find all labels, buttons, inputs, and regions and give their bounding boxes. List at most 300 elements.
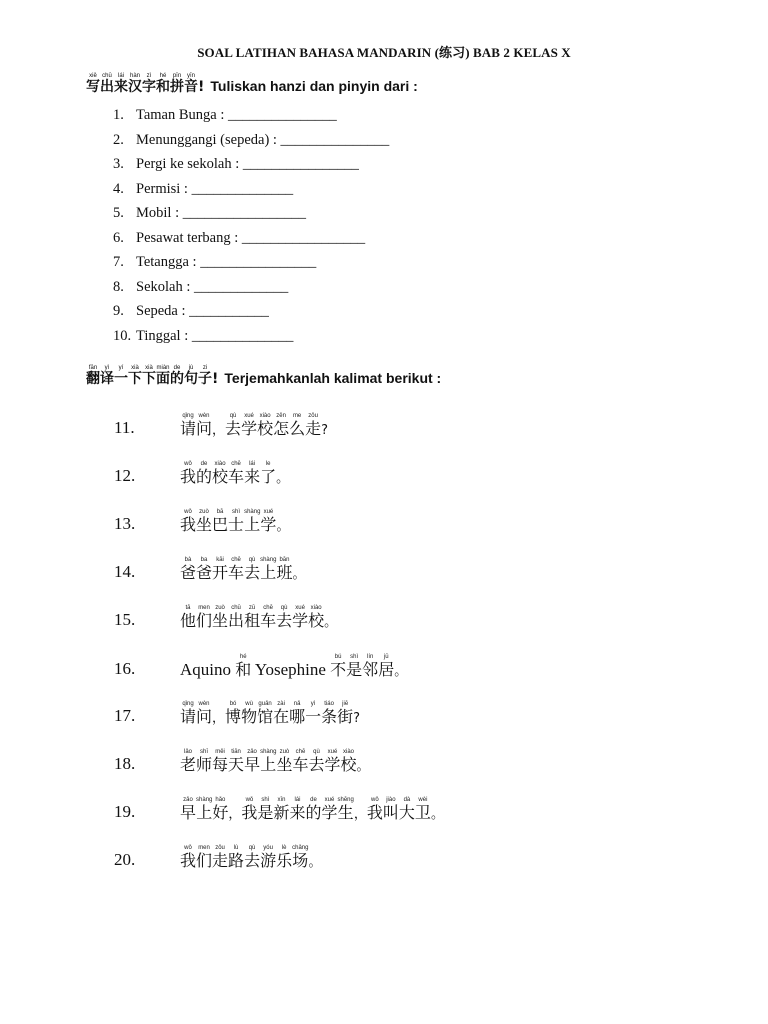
ruby-char <box>212 748 228 773</box>
ruby-char <box>228 508 244 533</box>
pinyin: de <box>200 461 208 467</box>
chinese-sentence <box>180 412 328 437</box>
hanzi: 班 <box>276 563 293 582</box>
item-number: 9. <box>113 303 124 319</box>
pinyin: wǒ <box>184 845 192 851</box>
hanzi: 士 <box>228 515 245 534</box>
vocab-prompt: Pesawat terbang : _________________ <box>136 229 366 246</box>
hanzi: 上 <box>244 515 261 534</box>
item-number: 12. <box>114 466 136 485</box>
hanzi: 上 <box>260 563 277 582</box>
hanzi: 爸 <box>196 563 213 582</box>
item-number: 14. <box>114 562 136 581</box>
hanzi: 乐 <box>276 851 293 870</box>
pinyin: qù <box>280 605 288 611</box>
ruby-char <box>353 703 360 725</box>
hanzi: 。 <box>276 519 290 534</box>
hanzi: 出 <box>228 611 245 630</box>
ruby-char <box>251 652 330 678</box>
hanzi: 新 <box>273 803 290 822</box>
hanzi: 邻 <box>362 660 379 679</box>
ruby-char <box>180 748 196 773</box>
hanzi: 物 <box>241 707 258 726</box>
ruby-char <box>321 796 337 821</box>
ruby-char <box>196 412 212 437</box>
hanzi: 。 <box>430 807 444 822</box>
ruby-char <box>273 412 289 437</box>
hanzi: 问 <box>196 419 213 438</box>
ruby-char <box>378 653 394 678</box>
hanzi: 上 <box>260 755 277 774</box>
ruby-char <box>180 796 196 821</box>
hanzi: 车 <box>228 563 245 582</box>
ruby-char <box>244 844 260 869</box>
section-1-chinese-instruction <box>86 72 204 94</box>
pinyin: kāi <box>216 557 224 563</box>
pinyin: yí <box>118 365 124 371</box>
pinyin: shì <box>232 509 241 515</box>
hanzi: 条 <box>321 707 338 726</box>
hanzi: 音 <box>184 79 198 95</box>
ruby-char <box>180 700 196 725</box>
pinyin: zǎo <box>183 797 193 803</box>
vocab-item <box>113 275 389 300</box>
pinyin: zi <box>202 365 208 371</box>
pinyin: xià <box>145 365 153 371</box>
section-2-instruction: Terjemahkanlah kalimat berikut : <box>224 370 442 386</box>
vocab-prompt: Taman Bunga : _______________ <box>136 107 337 123</box>
ruby-char <box>354 799 367 821</box>
ruby-char <box>308 604 324 629</box>
pinyin: wǒ <box>184 509 192 515</box>
chinese-sentence <box>180 460 289 485</box>
pinyin: lái <box>117 73 124 79</box>
ruby-char <box>324 607 337 629</box>
pinyin: tiān <box>231 749 241 755</box>
ruby-char <box>156 72 170 94</box>
ruby-char <box>292 604 308 629</box>
ruby-char <box>196 508 212 533</box>
pinyin: xué <box>324 797 335 803</box>
ruby-char <box>212 556 228 581</box>
hanzi: 一 <box>114 371 128 387</box>
hanzi: 。 <box>292 567 306 582</box>
ruby-char <box>156 364 170 386</box>
pinyin: bā <box>216 509 224 515</box>
hanzi: 一 <box>305 707 322 726</box>
hanzi: 句 <box>184 371 198 387</box>
item-number: 20. <box>114 850 136 869</box>
pinyin: wèn <box>198 701 210 707</box>
pinyin: qù <box>248 845 256 851</box>
ruby-char <box>260 460 276 485</box>
hanzi: 去 <box>276 611 293 630</box>
hanzi: 。 <box>324 615 338 630</box>
ruby-char <box>212 703 225 725</box>
pinyin: chū <box>102 73 112 79</box>
pinyin: wǒ <box>371 797 379 803</box>
chinese-sentence <box>180 604 337 629</box>
hanzi: 请 <box>180 419 197 438</box>
hanzi: ? <box>321 423 329 438</box>
ruby-char <box>225 700 241 725</box>
pinyin: pīn <box>172 73 182 79</box>
pinyin: bú <box>334 654 342 660</box>
hanzi: 学 <box>321 803 338 822</box>
ruby-char <box>196 556 212 581</box>
ruby-char <box>273 700 289 725</box>
hanzi: 的 <box>196 467 213 486</box>
pinyin: zuò <box>279 749 290 755</box>
pinyin: jiào <box>386 797 396 803</box>
pinyin: xiào <box>310 605 322 611</box>
ruby-char <box>362 653 378 678</box>
ruby-char <box>180 652 235 678</box>
ruby-char <box>180 508 196 533</box>
hanzi: 上 <box>196 803 213 822</box>
ruby-char <box>180 412 196 437</box>
ruby-char <box>142 72 156 94</box>
sentence-item <box>114 652 407 678</box>
hanzi: 天 <box>228 755 245 774</box>
ruby-char <box>196 604 212 629</box>
pinyin: xiào <box>214 461 226 467</box>
ruby-char <box>276 556 292 581</box>
item-number: 16. <box>114 659 136 678</box>
hanzi: 我 <box>366 803 383 822</box>
page-title: SOAL LATIHAN BAHASA MANDARIN (练习) BAB 2 KELAS X <box>197 45 571 60</box>
sentence-item <box>114 700 360 725</box>
vocab-item <box>113 250 389 275</box>
ruby-char <box>184 364 198 386</box>
ruby-char <box>305 796 321 821</box>
ruby-char <box>289 412 305 437</box>
section-1-instruction: Tuliskan hanzi dan pinyin dari : <box>210 78 418 94</box>
ruby-char <box>330 653 346 678</box>
ruby-char <box>228 460 244 485</box>
ruby-char <box>292 844 308 869</box>
pinyin: hǎo <box>215 797 226 803</box>
hanzi: 。 <box>356 759 370 774</box>
ruby-char <box>321 700 337 725</box>
ruby-char <box>289 700 305 725</box>
hanzi: 坐 <box>276 755 293 774</box>
item-number: 6. <box>113 229 124 246</box>
hanzi: 拼 <box>170 79 184 95</box>
hanzi: 走 <box>212 851 229 870</box>
item-number: 17. <box>114 706 136 725</box>
ruby-char <box>196 748 212 773</box>
pinyin: le <box>265 461 271 467</box>
hanzi: 出 <box>100 79 114 95</box>
ruby-char <box>196 796 212 821</box>
ruby-char <box>260 508 276 533</box>
pinyin: jù <box>188 365 194 371</box>
sentence-item <box>114 604 337 629</box>
hanzi: 们 <box>196 611 213 630</box>
pinyin: lǎo <box>184 749 193 755</box>
pinyin: xué <box>327 749 338 755</box>
ruby-char <box>228 748 244 773</box>
hanzi: 开 <box>212 563 229 582</box>
hanzi: 和 <box>235 660 252 679</box>
hanzi: 叫 <box>382 803 399 822</box>
hanzi: 租 <box>244 611 261 630</box>
ruby-char <box>324 748 340 773</box>
pinyin: zài <box>277 701 285 707</box>
hanzi: 早 <box>244 755 261 774</box>
hanzi: 游 <box>260 851 277 870</box>
pinyin: lín <box>367 654 374 660</box>
hanzi: 学 <box>292 611 309 630</box>
pinyin: shì <box>261 797 270 803</box>
section-2-chinese-instruction <box>86 364 218 386</box>
pinyin: xīn <box>277 797 286 803</box>
hanzi: 和 <box>156 79 170 95</box>
hanzi: 面 <box>156 371 170 387</box>
hanzi: 。 <box>308 855 322 870</box>
hanzi: 我 <box>241 803 258 822</box>
pinyin: zuò <box>199 509 209 515</box>
hanzi: 子 <box>198 371 212 387</box>
hanzi: 。 <box>394 664 408 679</box>
hanzi: 来 <box>244 467 261 486</box>
ruby-char <box>170 364 184 386</box>
ruby-char <box>394 656 407 678</box>
pinyin: chū <box>231 605 241 611</box>
vocab-item <box>113 226 389 251</box>
pinyin: guǎn <box>258 701 272 707</box>
ruby-char <box>180 460 196 485</box>
ruby-char <box>257 700 273 725</box>
ruby-char <box>260 556 276 581</box>
ruby-char <box>257 796 273 821</box>
hanzi: 了 <box>260 467 277 486</box>
ruby-char <box>321 415 328 437</box>
ruby-char <box>235 653 251 678</box>
pinyin: chē <box>231 557 241 563</box>
pinyin: wǒ <box>184 461 192 467</box>
pinyin: lái <box>249 461 256 467</box>
pinyin: bó <box>229 701 237 707</box>
pinyin: de <box>173 365 181 371</box>
hanzi: ! <box>212 371 219 387</box>
vocab-item <box>113 128 389 153</box>
hanzi: 校 <box>340 755 357 774</box>
hanzi: 译 <box>100 371 114 387</box>
vocab-prompt: Mobil : _________________ <box>136 205 306 221</box>
sentence-item <box>114 508 289 533</box>
item-number: 11. <box>114 418 135 437</box>
pinyin: hé <box>239 654 247 660</box>
item-number: 7. <box>113 254 124 270</box>
pinyin: shī <box>200 749 209 755</box>
hanzi: 大 <box>398 803 415 822</box>
hanzi: ， <box>212 711 226 726</box>
ruby-char <box>228 604 244 629</box>
ruby-char <box>180 556 196 581</box>
ruby-char <box>244 508 260 533</box>
ruby-char <box>228 556 244 581</box>
hanzi: 场 <box>292 851 309 870</box>
ruby-char <box>142 364 156 386</box>
hanzi: 爸 <box>180 563 197 582</box>
ruby-char <box>292 559 305 581</box>
pinyin: yì <box>104 365 110 371</box>
latin-text: Yosephine <box>251 660 331 679</box>
ruby-char <box>128 72 142 94</box>
hanzi: 路 <box>228 851 245 870</box>
ruby-char <box>244 748 260 773</box>
pinyin: xiào <box>259 413 271 419</box>
hanzi: 是 <box>346 660 363 679</box>
ruby-char <box>383 796 399 821</box>
hanzi: 字 <box>142 79 156 95</box>
pinyin: yì <box>310 701 316 707</box>
ruby-char <box>305 412 321 437</box>
hanzi: 我 <box>180 515 197 534</box>
vocab-prompt: Permisi : ______________ <box>136 180 294 197</box>
latin-text: Aquino <box>180 660 236 679</box>
ruby-char <box>241 412 257 437</box>
hanzi: 请 <box>180 707 197 726</box>
hanzi: 校 <box>308 611 325 630</box>
ruby-char <box>244 556 260 581</box>
pinyin: chǎng <box>292 845 309 851</box>
sentence-item <box>114 412 328 437</box>
pinyin: lái <box>294 797 301 803</box>
sentence-item <box>114 844 321 869</box>
hanzi: 车 <box>228 467 245 486</box>
ruby-char <box>212 415 225 437</box>
vocab-prompt: Pergi ke sekolah : ________________ <box>136 156 359 172</box>
hanzi: 来 <box>289 803 306 822</box>
pinyin: jiē <box>342 701 349 707</box>
ruby-char <box>196 844 212 869</box>
hanzi: ? <box>353 711 361 726</box>
ruby-char <box>212 604 228 629</box>
ruby-char <box>308 847 321 869</box>
ruby-char <box>276 511 289 533</box>
item-number: 4. <box>113 180 124 197</box>
pinyin: hé <box>159 73 167 79</box>
ruby-char <box>260 844 276 869</box>
pinyin: tiáo <box>324 701 334 707</box>
pinyin: bān <box>279 557 290 563</box>
chinese-sentence <box>180 796 444 821</box>
hanzi: 他 <box>180 611 197 630</box>
pinyin: xué <box>295 605 305 611</box>
ruby-char <box>212 364 218 386</box>
ruby-char <box>212 844 228 869</box>
pinyin: tā <box>185 605 191 611</box>
hanzi: 早 <box>180 803 197 822</box>
pinyin: qù <box>313 749 320 755</box>
vocab-item <box>113 152 389 177</box>
pinyin: xué <box>244 413 254 419</box>
hanzi: 博 <box>225 707 242 726</box>
hanzi: 校 <box>257 419 274 438</box>
pinyin: miàn <box>156 365 170 371</box>
hanzi: 不 <box>330 660 347 679</box>
hanzi: 老 <box>180 755 197 774</box>
pinyin: xué <box>263 509 274 515</box>
hanzi: 走 <box>305 419 322 438</box>
vocab-prompt: Tinggal : ______________ <box>136 327 294 344</box>
ruby-char <box>346 653 362 678</box>
ruby-char <box>337 700 353 725</box>
hanzi: 汉 <box>128 79 142 95</box>
pinyin: bà <box>184 557 192 563</box>
ruby-char <box>276 463 289 485</box>
item-number: 13. <box>114 514 136 533</box>
hanzi: 下 <box>142 371 156 387</box>
hanzi: 车 <box>292 755 309 774</box>
pinyin: qù <box>229 413 237 419</box>
ruby-char <box>257 412 273 437</box>
chinese-sentence <box>180 748 370 773</box>
pinyin: lù <box>233 845 239 851</box>
pinyin: shàng <box>244 509 261 515</box>
ruby-char <box>180 844 196 869</box>
ruby-char <box>196 460 212 485</box>
hanzi: 写 <box>86 79 100 95</box>
ruby-char <box>86 364 100 386</box>
item-number: 15. <box>114 610 136 629</box>
ruby-char <box>357 751 370 773</box>
ruby-char <box>273 796 289 821</box>
ruby-char <box>276 844 292 869</box>
ruby-char <box>260 604 276 629</box>
ruby-char <box>241 700 257 725</box>
ruby-char <box>241 796 257 821</box>
item-number: 18. <box>114 754 136 773</box>
vocab-item <box>113 103 389 128</box>
chinese-sentence <box>180 508 289 533</box>
pinyin: qǐng <box>182 413 194 419</box>
pinyin: wù <box>245 701 253 707</box>
ruby-char <box>184 72 198 94</box>
hanzi: 好 <box>212 803 229 822</box>
pinyin: yīn <box>186 73 195 79</box>
pinyin: qǐng <box>182 701 194 707</box>
ruby-char <box>260 748 276 773</box>
hanzi: 学 <box>324 755 341 774</box>
hanzi: 去 <box>244 851 261 870</box>
hanzi: 去 <box>225 419 242 438</box>
hanzi: 在 <box>273 707 290 726</box>
hanzi: 哪 <box>289 707 306 726</box>
hanzi: 翻 <box>86 371 100 387</box>
ruby-char <box>244 604 260 629</box>
ruby-char <box>170 72 184 94</box>
ruby-char <box>431 799 444 821</box>
hanzi: 生 <box>337 803 354 822</box>
pinyin: xiào <box>343 749 355 755</box>
hanzi: 去 <box>244 563 261 582</box>
pinyin: zǎo <box>247 749 257 755</box>
item-number: 1. <box>113 107 124 123</box>
vocab-item <box>113 177 389 202</box>
section-1-heading <box>86 72 418 94</box>
pinyin: chē <box>263 605 273 611</box>
ruby-char <box>100 72 114 94</box>
item-number: 5. <box>113 205 124 221</box>
ruby-char <box>198 72 204 94</box>
pinyin: zǒu <box>308 413 318 419</box>
pinyin: xiě <box>89 73 97 79</box>
vocab-item <box>113 299 389 324</box>
